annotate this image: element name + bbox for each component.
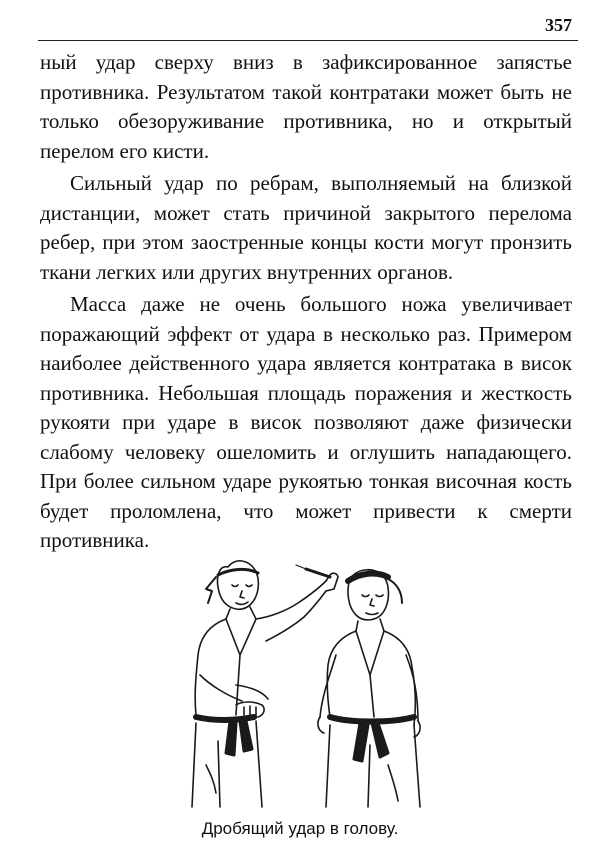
body-text — [40, 48, 572, 559]
page-number: 357 — [545, 15, 572, 35]
illustration-drawing — [170, 545, 440, 813]
illustration-head-strike — [170, 545, 440, 813]
figure-caption: Дробящий удар в голову. — [201, 819, 399, 838]
paragraph-ribs: Сильный удар по ребрам, выполняемый на близкой дистанции, может стать причиной закрытого перелома ребер, при этом заостренные концы кости могут пронзить ткани легких или других внутренних органов. — [40, 171, 572, 284]
paragraph-temple-strike: Масса даже не очень большого ножа увеличивает поражающий эффект от удара в несколько раз. Примером наиболее действенного удара является контратака в висок противника. Небольшая площадь поражения и жесткость рукояти при ударе в висок позволяют даже физически слабому человеку ошеломить и оглушить нападающего. При более сильном ударе рукоятью тонкая височная кость будет проломлена, что может привести к смерти противника. — [40, 292, 572, 552]
paragraph-continuation: ный удар сверху вниз в зафиксированное запястье противника. Результатом такой контратаки может быть не только обезоруживание противника, но и открытый перелом его кисти. — [40, 50, 572, 163]
attacker-figure — [192, 561, 338, 807]
defender-figure — [318, 570, 420, 807]
page-header — [38, 10, 578, 41]
